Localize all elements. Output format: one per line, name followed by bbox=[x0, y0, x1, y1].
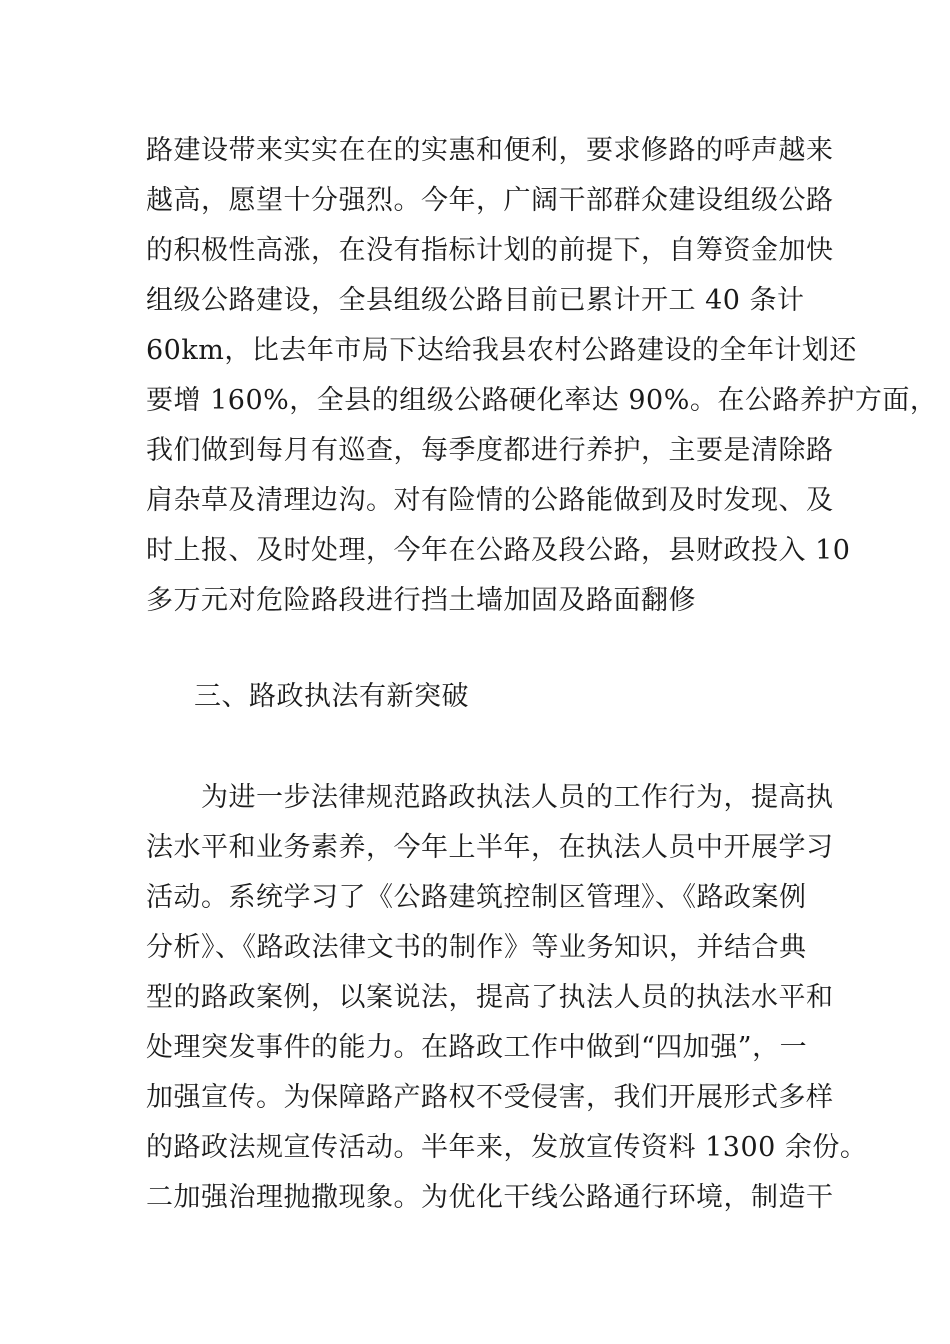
text-line: 法水平和业务素养，今年上半年，在执法人员中开展学习 bbox=[146, 832, 834, 863]
text-line: 的路政法规宣传活动。半年来，发放宣传资料 1300 余份。 bbox=[146, 1132, 868, 1163]
text-line: 要增 160%，全县的组级公路硬化率达 90%。在公路养护方面， bbox=[146, 385, 938, 416]
text-line: 二加强治理抛撒现象。为优化干线公路通行环境，制造干 bbox=[146, 1182, 834, 1213]
text-line: 为进一步法律规范路政执法人员的工作行为，提高执 bbox=[146, 782, 834, 813]
text-line: 处理突发事件的能力。在路政工作中做到“四加强”，一 bbox=[146, 1032, 808, 1063]
text-line: 组级公路建设，全县组级公路目前已累计开工 40 条计 bbox=[146, 285, 805, 316]
body-paragraph-1 bbox=[146, 126, 938, 626]
text-line: 时上报、及时处理，今年在公路及段公路，县财政投入 10 bbox=[146, 535, 851, 566]
text-line: 型的路政案例，以案说法，提高了执法人员的执法水平和 bbox=[146, 982, 834, 1013]
text-line: 60km，比去年市局下达给我县农村公路建设的全年计划还 bbox=[146, 335, 857, 366]
text-line: 多万元对危险路段进行挡土墙加固及路面翻修 bbox=[146, 585, 696, 616]
text-line: 路建设带来实实在在的实惠和便利，要求修路的呼声越来 bbox=[146, 135, 834, 166]
text-line: 肩杂草及清理边沟。对有险情的公路能做到及时发现、及 bbox=[146, 485, 834, 516]
body-paragraph-2 bbox=[146, 773, 868, 1223]
text-line: 活动。系统学习了《公路建筑控制区管理》、《路政案例 bbox=[146, 882, 807, 913]
section-heading bbox=[194, 672, 860, 722]
text-line: 分析》、《路政法律文书的制作》等业务知识，并结合典 bbox=[146, 932, 807, 963]
text-line: 越高，愿望十分强烈。今年，广阔干部群众建设组级公路 bbox=[146, 185, 834, 216]
text-line: 的积极性高涨，在没有指标计划的前提下，自筹资金加快 bbox=[146, 235, 834, 266]
text-line: 我们做到每月有巡查，每季度都进行养护，主要是清除路 bbox=[146, 435, 834, 466]
section-heading-text: 三、路政执法有新突破 bbox=[194, 681, 469, 712]
text-line: 加强宣传。为保障路产路权不受侵害，我们开展形式多样 bbox=[146, 1082, 834, 1113]
